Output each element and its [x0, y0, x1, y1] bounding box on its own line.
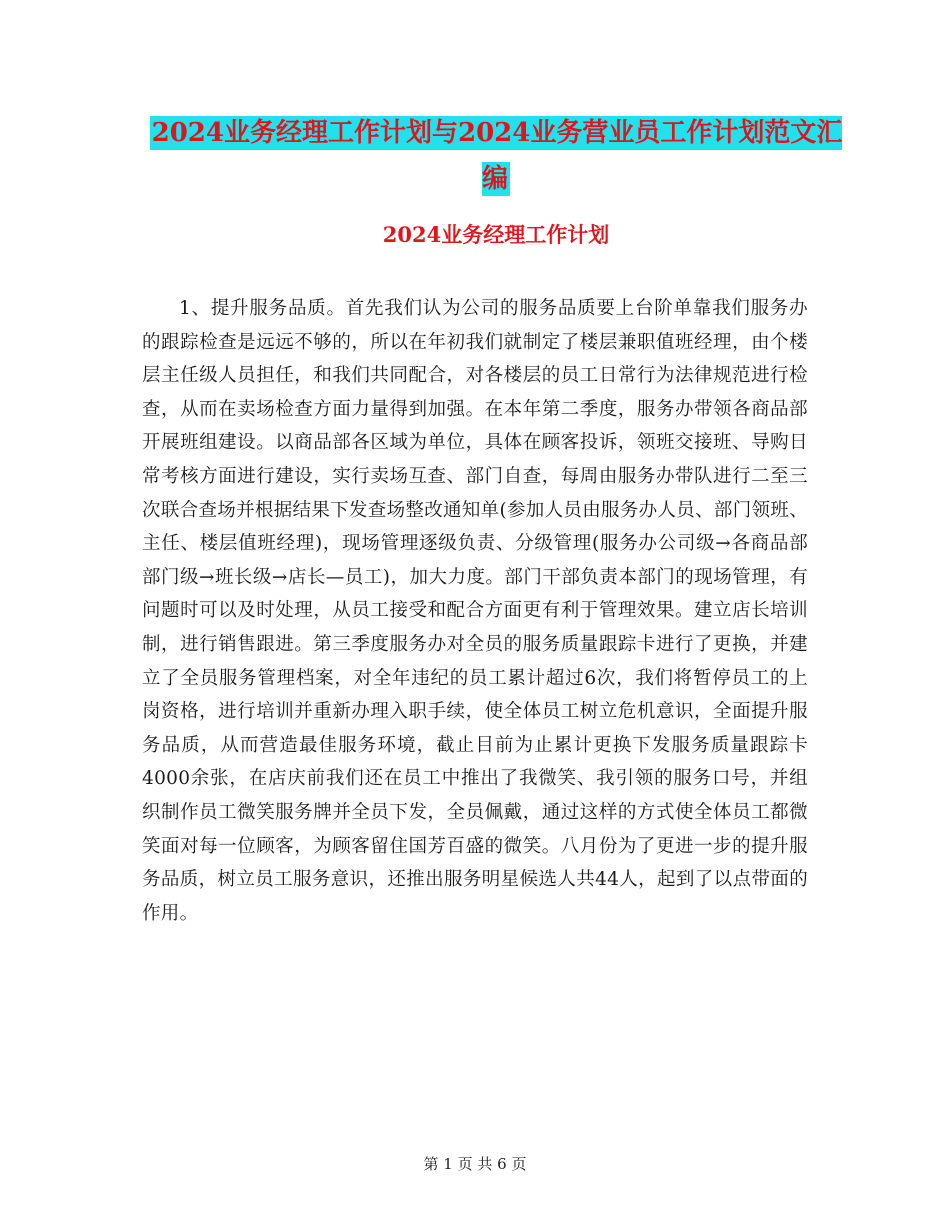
page-footer: 第 1 页 共 6 页 [423, 1155, 527, 1173]
document-title [140, 110, 852, 202]
document-title-text: 2024业务经理工作计划与2024业务营业员工作计划范文汇编 [151, 118, 843, 194]
section-heading: 2024业务经理工作计划 [382, 222, 610, 247]
body-paragraph: 1、提升服务品质。首先我们认为公司的服务品质要上台阶单靠我们服务办的跟踪检查是远远不够的，所以在年初我们就制定了楼层兼职值班经理，由个楼层主任级人员担任，和我们共同配合，对各楼层的员工日常行为法律规范进行检查，从而在卖场检查方面力量得到加强。在本年第二季度，服务办带领各商品部开展班组建设。以商品部各区域为单位，具体在顾客投诉，领班交接班、导购日常考核方面进行建设，实行卖场互查、部门自查，每周由服务办带队进行二至三次联合查场并根据结果下发查场整改通知单(参加人员由服务办人员、部门领班、主任、楼层值班经理)，现场管理逐级负责、分级管理(服务办公司级→各商品部部门级→班长级→店长—员工)，加大力度。部门干部负责本部门的现场管理，有问题时可以及时处理，从员工接受和配合方面更有利于管理效果。建立店长培训制，进行销售跟进。第三季度服务办对全员的服务质量跟踪卡进行了更换，并建立了全员服务管理档案，对全年违纪的员工累计超过6次，我们将暂停员工的上岗资格，进行培训并重新办理入职手续，使全体员工树立危机意识，全面提升服务品质，从而营造最佳服务环境，截止目前为止累计更换下发服务质量跟踪卡4000余张，在店庆前我们还在员工中推出了我微笑、我引领的服务口号，并组织制作员工微笑服务牌并全员下发，全员佩戴，通过这样的方式使全体员工都微笑面对每一位顾客，为顾客留住国芳百盛的微笑。八月份为了更进一步的提升服务品质，树立员工服务意识，还推出服务明星候选人共44人，起到了以点带面的作用。 [142, 298, 808, 924]
